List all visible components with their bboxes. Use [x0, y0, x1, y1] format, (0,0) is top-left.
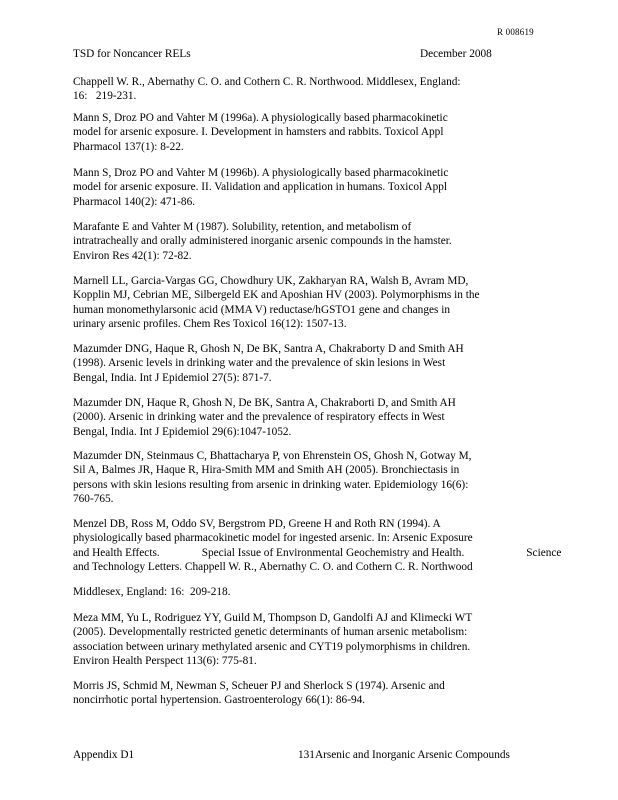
- reference-line: urinary arsenic profiles. Chem Res Toxicol 16(12): 1507-13.: [73, 318, 347, 331]
- reference-line: noncirrhotic portal hypertension. Gastroenterology 66(1): 86-94.: [73, 694, 366, 707]
- reference-line: Middlesex, England: 16: 209-218.: [73, 586, 231, 598]
- reference-line: Mann S, Droz PO and Vahter M (1996a). A physiologically based pharmacokinetic: [73, 112, 448, 124]
- reference-line: Meza MM, Yu L, Rodriguez YY, Guild M, Thompson D, Gandolfi AJ and Klimecki WT: [73, 612, 473, 624]
- reference-line: and Technology Letters. Chappell W. R., Abernathy C. O. and Cothern C. R. Northwood: [73, 561, 473, 574]
- reference-fragment: Special Issue of Environmental Geochemistry and Health.: [201, 546, 465, 559]
- reference-line: Chappell W. R., Abernathy C. O. and Cothern C. R. Northwood. Middlesex, England:: [73, 76, 461, 88]
- reference-entry: [73, 517, 562, 575]
- reference-line: model for arsenic exposure. II. Validation and application in humans. Toxicol Appl: [73, 181, 448, 194]
- reference-line: Environ Res 42(1): 72-82.: [73, 249, 192, 262]
- reference-fragment: Science: [526, 546, 562, 559]
- reference-entry: [73, 166, 543, 209]
- reference-line: Morris JS, Schmid M, Newman S, Scheuer PJ and Sherlock S (1974). Arsenic and: [73, 680, 445, 692]
- reference-line: Pharmacol 137(1): 8-22.: [73, 140, 184, 153]
- reference-line: physiologically based pharmacokinetic model for ingested arsenic. In: Arsenic Exposure: [73, 532, 473, 545]
- reference-line: Bengal, India. Int J Epidemiol 27(5): 871-7.: [73, 371, 272, 384]
- bates-number: R 008619: [497, 27, 534, 37]
- reference-line: (2005). Developmentally restricted genetic determinants of human arsenic metabolism:: [73, 626, 468, 639]
- reference-entry: [73, 220, 543, 263]
- reference-entry: [73, 396, 543, 439]
- reference-line: 760-765.: [73, 493, 114, 506]
- reference-line: (1998). Arsenic levels in drinking water and the prevalence of skin lesions in West: [73, 357, 446, 370]
- header-title: TSD for Noncancer RELs: [73, 48, 191, 60]
- reference-line: Mazumder DNG, Haque R, Ghosh N, De BK, Santra A, Chakraborty D and Smith AH: [73, 343, 464, 355]
- reference-entry: [73, 75, 543, 104]
- footer-appendix: Appendix D1: [73, 749, 135, 761]
- reference-line: [73, 546, 562, 560]
- reference-line: Bengal, India. Int J Epidemiol 29(6):1047-1052.: [73, 425, 292, 438]
- reference-line: Sil A, Balmes JR, Haque R, Hira-Smith MM and Smith AH (2005). Bronchiectasis in: [73, 464, 460, 477]
- reference-entry: [73, 449, 543, 507]
- reference-line: association between urinary methylated arsenic and CYT19 polymorphisms in children.: [73, 640, 471, 653]
- reference-line: Mann S, Droz PO and Vahter M (1996b). A physiologically based pharmacokinetic: [73, 167, 449, 179]
- reference-line: Kopplin MJ, Cebrian ME, Silbergeld EK and Aposhian HV (2003). Polymorphisms in the: [73, 289, 480, 302]
- reference-entry: [73, 274, 543, 332]
- reference-line: Pharmacol 140(2): 471-86.: [73, 195, 196, 208]
- reference-line: model for arsenic exposure. I. Development in hamsters and rabbits. Toxicol Appl: [73, 126, 444, 139]
- reference-line: human monomethylarsonic acid (MMA V) reductase/hGSTO1 gene and changes in: [73, 303, 451, 316]
- footer-page-title: 131Arsenic and Inorganic Arsenic Compounds: [298, 749, 510, 761]
- reference-line: Menzel DB, Ross M, Oddo SV, Bergstrom PD, Greene H and Roth RN (1994). A: [73, 518, 441, 530]
- reference-entry: [73, 679, 543, 708]
- reference-line: (2000). Arsenic in drinking water and the prevalence of respiratory effects in West: [73, 411, 445, 424]
- reference-line: Environ Health Perspect 113(6): 775-81.: [73, 655, 257, 668]
- reference-line: persons with skin lesions resulting from arsenic in drinking water. Epidemiology 16(6):: [73, 478, 469, 491]
- reference-line: 16: 219-231.: [73, 90, 137, 103]
- reference-line: Marnell LL, Garcia-Vargas GG, Chowdhury UK, Zakharyan RA, Walsh B, Avram MD,: [73, 275, 469, 287]
- reference-entry: [73, 611, 543, 669]
- header-date: December 2008: [420, 48, 492, 60]
- reference-fragment: and Health Effects.: [73, 546, 160, 559]
- reference-line: intratracheally and orally administered inorganic arsenic compounds in the hamster.: [73, 235, 452, 248]
- reference-line: Mazumder DN, Steinmaus C, Bhattacharya P, von Ehrenstein OS, Ghosh N, Gotway M,: [73, 450, 472, 462]
- reference-entry: [73, 111, 543, 154]
- reference-entry: [73, 585, 543, 599]
- reference-entry: [73, 342, 543, 385]
- reference-line: Marafante E and Vahter M (1987). Solubility, retention, and metabolism of: [73, 221, 412, 233]
- reference-line: Mazumder DN, Haque R, Ghosh N, De BK, Santra A, Chakraborti D, and Smith AH: [73, 397, 456, 409]
